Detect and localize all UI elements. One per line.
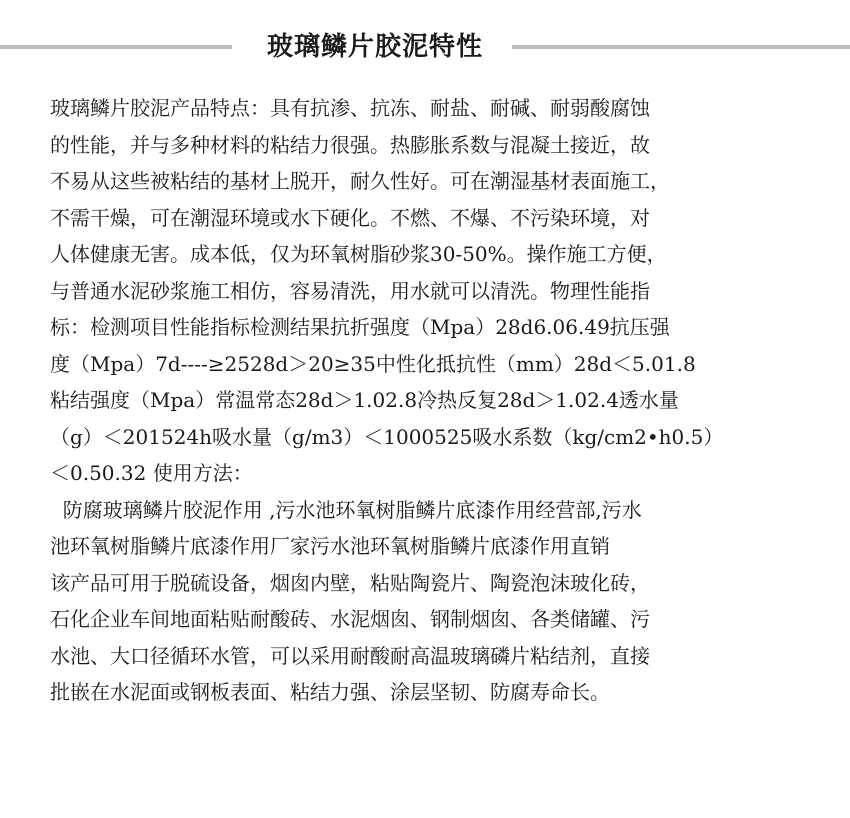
text-line: 不需干燥，可在潮湿环境或水下硬化。不燃、不爆、不污染环境，对 [50,205,650,230]
header-rule-left [0,45,232,49]
header-rule-right [512,45,850,49]
page-title: 玻璃鳞片胶泥特性 [266,32,483,62]
text-line: 与普通水泥砂浆施工相仿，容易清洗，用水就可以清洗。物理性能指 [50,278,650,303]
text-line: 水池、大口径循环水管，可以采用耐酸耐高温玻璃磷片粘结剂，直接 [50,643,650,668]
text-line: ＜0.50.32 使用方法： [50,461,253,485]
article-body [50,90,840,711]
text-line: 标：检测项目性能指标检测结果抗折强度（Mpa）28d6.06.49抗压强 [50,315,670,339]
text-line: 度（Mpa）7d----≥2528d＞20≥35中性化抵抗性（mm）28d＜5.01.8 [50,351,696,376]
text-line: 石化企业车间地面粘贴耐酸砖、水泥烟囱、钢制烟囱、各类储罐、污 [50,607,650,631]
text-line: 该产品可用于脱硫设备，烟囱内壁，粘贴陶瓷片、陶瓷泡沫玻化砖， [50,570,650,595]
text-line: 玻璃鳞片胶泥产品特点：具有抗渗、抗冻、耐盐、耐碱、耐弱酸腐蚀 [50,96,650,120]
text-line: （g）＜201524h吸水量（g/m3）＜1000525吸水系数（kg/cm2•h0.5） [50,424,724,449]
text-line: 的性能，并与多种材料的粘结力很强。热膨胀系数与混凝土接近，故 [50,132,650,157]
text-line: 防腐玻璃鳞片胶泥作用 ,污水池环氧树脂鳞片底漆作用经营部,污水 [50,497,642,522]
text-line: 池环氧树脂鳞片底漆作用厂家污水池环氧树脂鳞片底漆作用直销 [50,534,610,558]
text-line: 人体健康无害。成本低，仅为环氧树脂砂浆30-50%。操作施工方便， [50,242,667,266]
text-line: 粘结强度（Mpa）常温常态28d＞1.02.8冷热反复28d＞1.02.4透水量 [50,388,679,412]
text-line: 批嵌在水泥面或钢板表面、粘结力强、涂层坚韧、防腐寿命长。 [50,680,610,704]
header [0,22,850,72]
text-line: 不易从这些被粘结的基材上脱开，耐久性好。可在潮湿基材表面施工， [50,169,670,193]
